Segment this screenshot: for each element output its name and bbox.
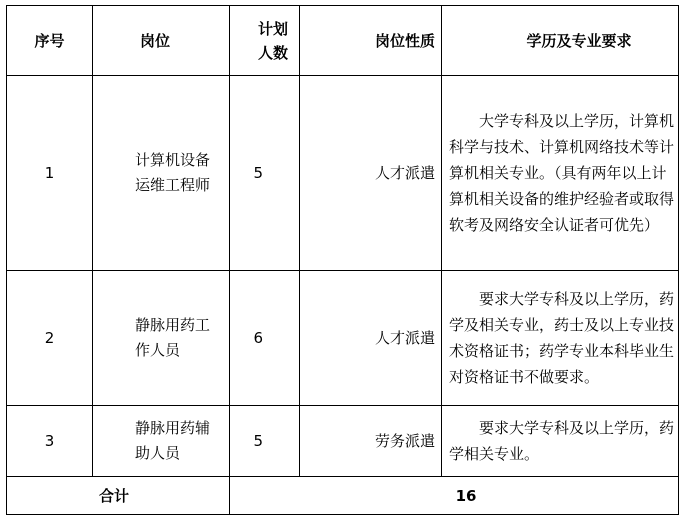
row-position: 静脉用药工作人员 xyxy=(93,271,230,406)
table-row xyxy=(7,406,679,477)
header-row xyxy=(7,6,679,76)
total-value: 16 xyxy=(230,477,679,515)
table-row xyxy=(7,271,679,406)
row-no: 2 xyxy=(7,271,93,406)
row-position: 计算机设备运维工程师 xyxy=(93,76,230,271)
total-label: 合计 xyxy=(7,477,230,515)
row-nature: 劳务派遣 xyxy=(300,406,442,477)
header-planned: 计划人数 xyxy=(230,6,300,76)
total-row xyxy=(7,477,679,515)
row-no: 3 xyxy=(7,406,93,477)
header-requirements: 学历及专业要求 xyxy=(442,6,679,76)
row-requirements: 要求大学专科及以上学历，药学及相关专业，药士及以上专业技术资格证书；药学专业本科毕业生对资格证书不做要求。 xyxy=(442,271,679,406)
row-requirements: 要求大学专科及以上学历，药学相关专业。 xyxy=(442,406,679,477)
header-no: 序号 xyxy=(7,6,93,76)
row-planned: 5 xyxy=(230,76,300,271)
row-position: 静脉用药辅助人员 xyxy=(93,406,230,477)
row-planned: 5 xyxy=(230,406,300,477)
header-position: 岗位 xyxy=(93,6,230,76)
recruitment-table xyxy=(6,5,679,515)
row-no: 1 xyxy=(7,76,93,271)
header-nature: 岗位性质 xyxy=(300,6,442,76)
row-requirements: 大学专科及以上学历，计算机科学与技术、计算机网络技术等计算机相关专业。（具有两年以上计算机相关设备的维护经验者或取得软考及网络安全认证者可优先） xyxy=(442,76,679,271)
row-nature: 人才派遣 xyxy=(300,76,442,271)
row-nature: 人才派遣 xyxy=(300,271,442,406)
row-planned: 6 xyxy=(230,271,300,406)
table-row xyxy=(7,76,679,271)
